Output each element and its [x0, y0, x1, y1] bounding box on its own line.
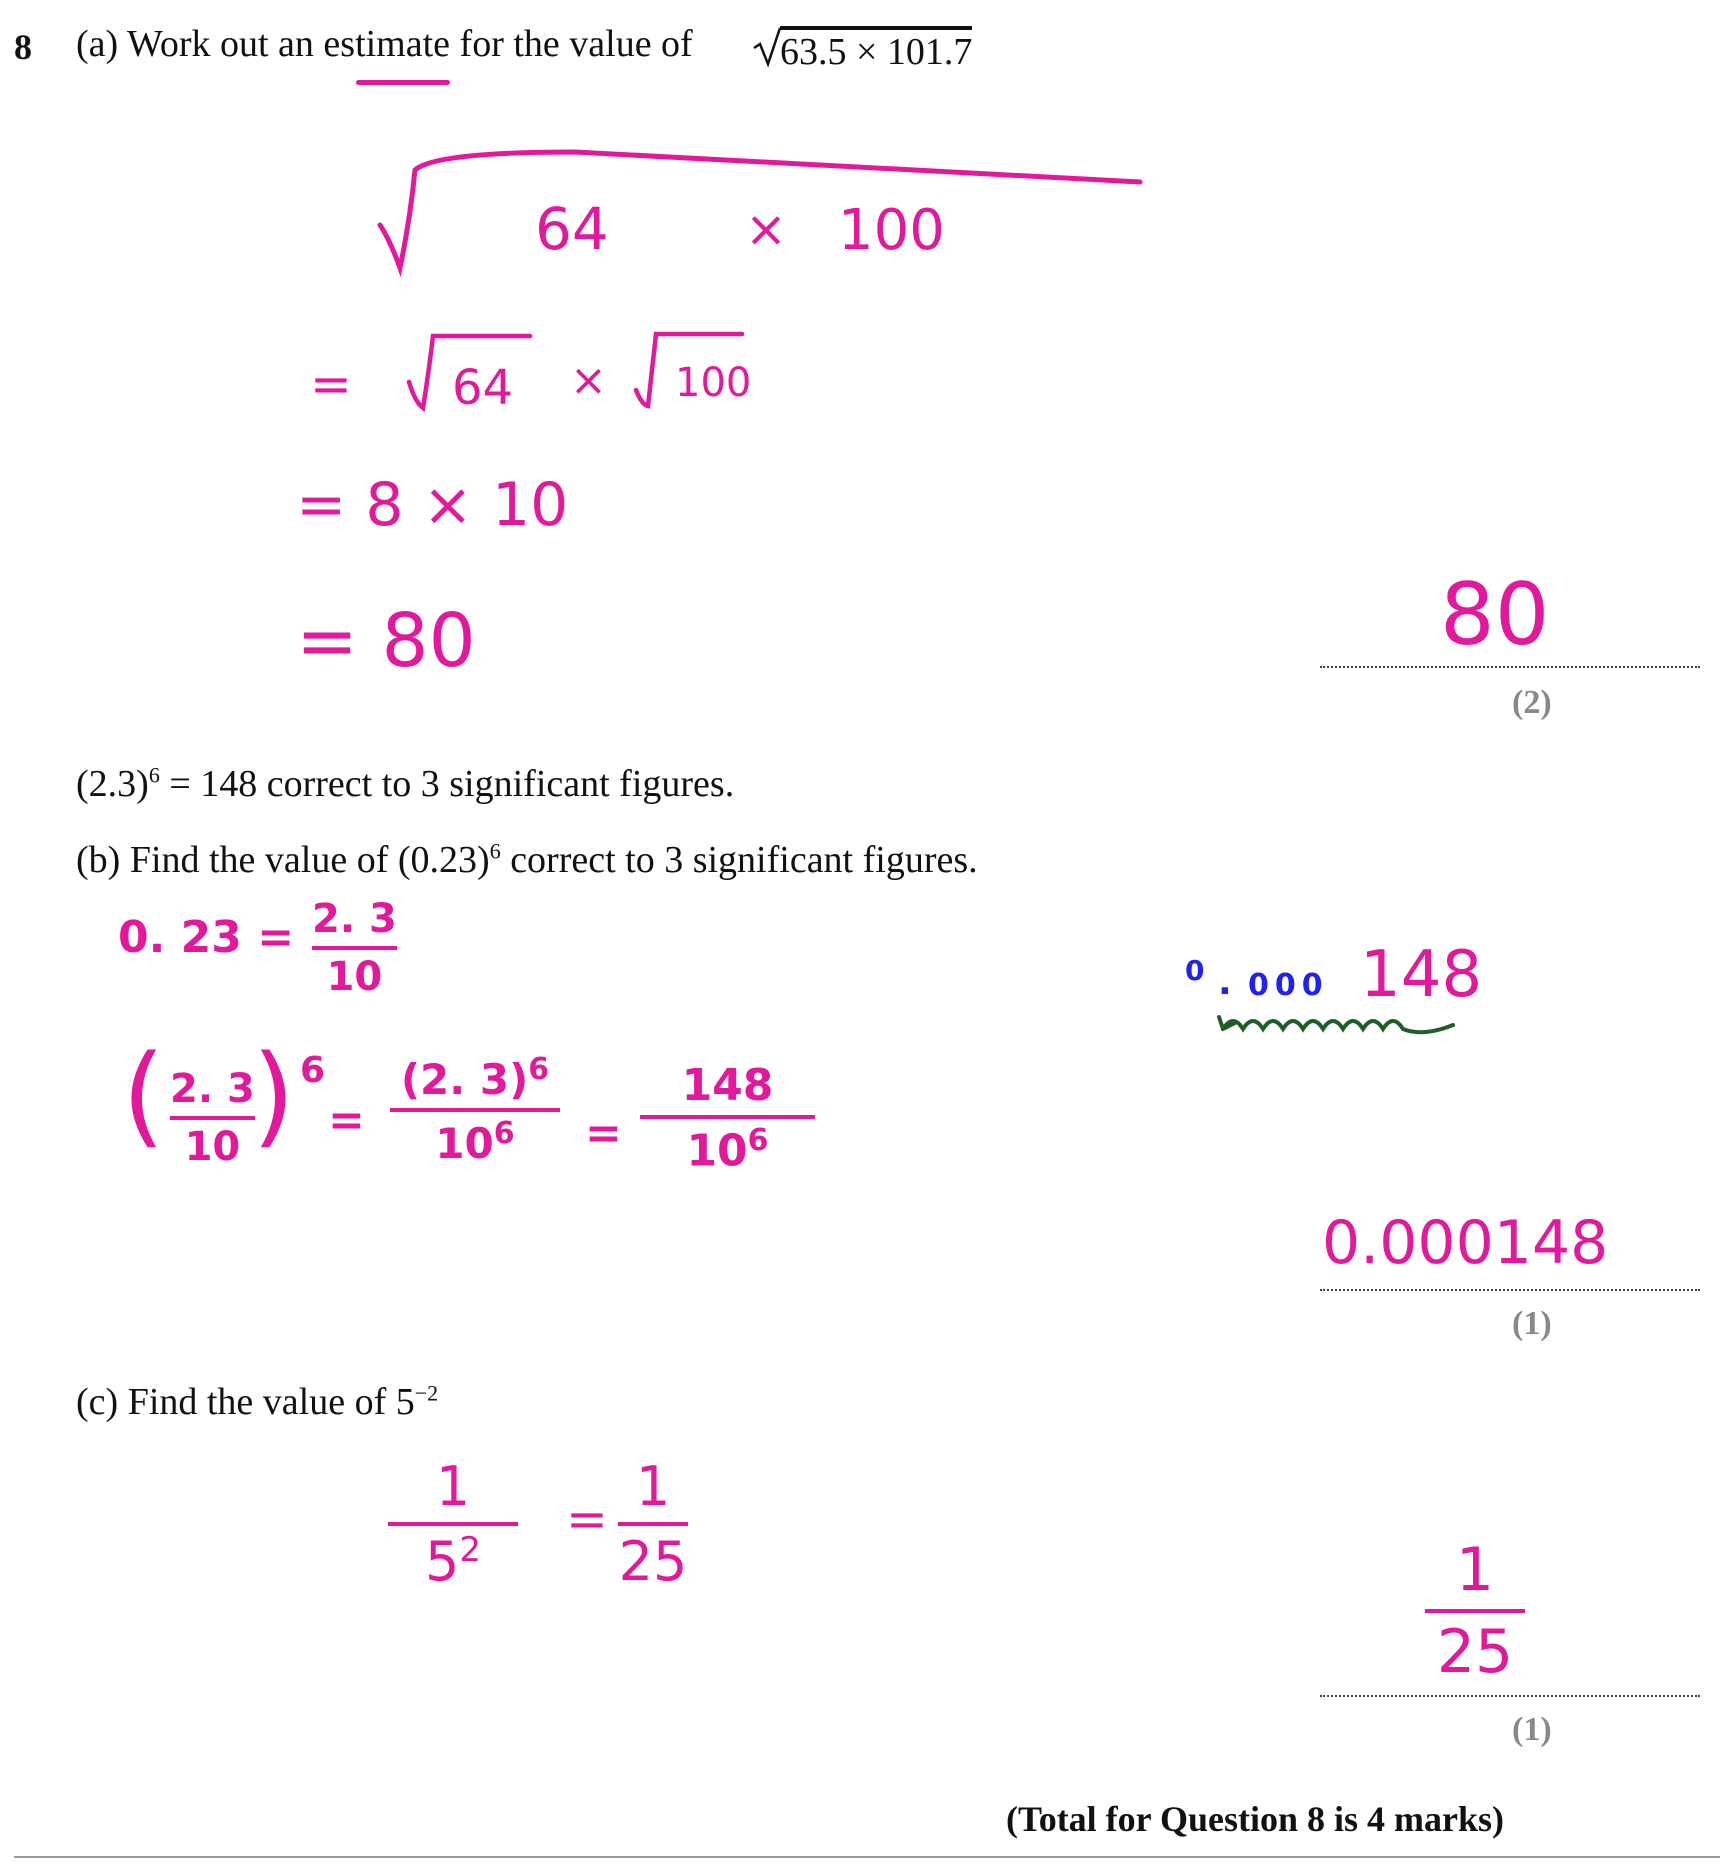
answer-b: 0.000148	[1322, 1208, 1609, 1278]
estimate-underline	[356, 80, 450, 85]
part-a-text: Work out an estimate for the value of	[127, 23, 693, 65]
work-b-frac2-den: 10	[435, 1119, 494, 1168]
part-a-radicand: 63.5 × 101.7	[780, 26, 972, 74]
bottom-rule	[14, 1856, 1720, 1858]
work-b-frac3-den: 10	[686, 1125, 748, 1177]
work-b-frac1-den: 10	[326, 954, 383, 1000]
given-base: (2.3)	[76, 763, 149, 805]
answer-c	[1425, 1535, 1525, 1687]
work-b-frac3-den-exp: 6	[747, 1123, 769, 1158]
part-b-text-pre: Find the value of (0.23)	[129, 839, 490, 881]
part-b-exp: 6	[489, 838, 501, 864]
work-a-line1-times: ×	[745, 200, 787, 258]
work-b-frac2-num-exp: 6	[528, 1052, 550, 1087]
side-digits: 148	[1360, 938, 1483, 1012]
work-b-lhs: 0. 23 =	[118, 912, 295, 963]
work-c-frac1-den-exp: 2	[459, 1530, 481, 1570]
work-c-eq: =	[566, 1490, 608, 1548]
fraction-bar	[312, 946, 397, 950]
work-c-frac2-num: 1	[635, 1455, 671, 1518]
work-b-frac2-den-exp: 6	[493, 1116, 515, 1151]
marks-b: (1)	[1512, 1305, 1552, 1342]
answer-a-line	[1320, 666, 1700, 668]
part-a-prompt	[76, 22, 693, 66]
hop-arrows-icon	[1215, 1005, 1475, 1045]
part-c-text: Find the value of 5	[127, 1381, 415, 1423]
part-b-label: (b)	[76, 839, 121, 881]
given-statement	[76, 762, 734, 806]
marks-a: (2)	[1512, 684, 1552, 721]
work-b-inner-num: 2. 3	[170, 1066, 255, 1112]
part-a-label: (a)	[76, 23, 119, 65]
answer-c-line	[1320, 1695, 1700, 1697]
radical-sign-icon	[752, 26, 782, 66]
fraction-bar-3	[640, 1115, 815, 1119]
side-zero: 0	[1185, 954, 1205, 987]
fraction-bar-c2	[618, 1522, 688, 1526]
answer-c-num: 1	[1455, 1535, 1495, 1605]
work-a-line3: = 8 × 10	[296, 470, 569, 540]
work-b-frac1	[312, 896, 397, 1000]
work-a-line4: = 80	[296, 598, 476, 684]
work-b-paren-open: (	[122, 1031, 165, 1159]
work-c-frac1-den: 5	[425, 1530, 460, 1593]
side-zeros: 000	[1248, 968, 1329, 1003]
part-c-prompt	[76, 1380, 438, 1424]
fraction-bar-inner	[170, 1116, 255, 1120]
part-b-text-post: correct to 3 significant figures.	[500, 839, 978, 881]
question-total: (Total for Question 8 is 4 marks)	[1006, 1799, 1505, 1839]
side-dot: .	[1218, 962, 1232, 1003]
work-a-line2-times: ×	[570, 355, 607, 406]
work-a-line1-64: 64	[535, 195, 609, 263]
work-c-frac1-num: 1	[435, 1455, 471, 1518]
part-c-label: (c)	[76, 1381, 119, 1423]
answer-a: 80	[1440, 565, 1550, 665]
work-a-line2-64: 64	[452, 360, 514, 416]
work-b-frac1-num: 2. 3	[312, 896, 397, 942]
work-b-eq1: =	[328, 1095, 365, 1146]
fraction-bar-c1	[388, 1522, 518, 1526]
marks-c: (1)	[1512, 1711, 1552, 1748]
answer-b-line	[1320, 1289, 1700, 1291]
work-b-frac3-num: 148	[681, 1060, 774, 1111]
work-b-frac2-num: (2. 3)	[400, 1055, 529, 1104]
given-rest: = 148 correct to 3 significant figures.	[159, 763, 735, 805]
work-c-frac2	[618, 1455, 688, 1593]
part-c-exp: −2	[414, 1380, 439, 1406]
fraction-bar-answer-c	[1425, 1609, 1525, 1613]
work-c-frac2-den: 25	[618, 1530, 688, 1593]
work-b-frac-inner	[170, 1066, 255, 1170]
question-number: 8	[14, 27, 32, 67]
work-c-frac1	[388, 1455, 518, 1593]
work-a-line2-eq: =	[310, 355, 352, 413]
work-a-line1-100: 100	[838, 198, 945, 263]
work-b-inner-den: 10	[184, 1124, 241, 1170]
work-b-paren-close: )	[252, 1031, 295, 1159]
fraction-bar-2	[390, 1108, 560, 1112]
work-a-line2-100: 100	[675, 360, 752, 406]
work-b-outer-exp: 6	[300, 1050, 326, 1091]
part-b-prompt	[76, 838, 978, 882]
work-b-frac3	[640, 1060, 815, 1177]
work-b-frac2	[390, 1052, 560, 1168]
given-exp: 6	[148, 762, 160, 788]
work-b-eq2: =	[585, 1108, 622, 1159]
answer-c-den: 25	[1436, 1617, 1514, 1687]
